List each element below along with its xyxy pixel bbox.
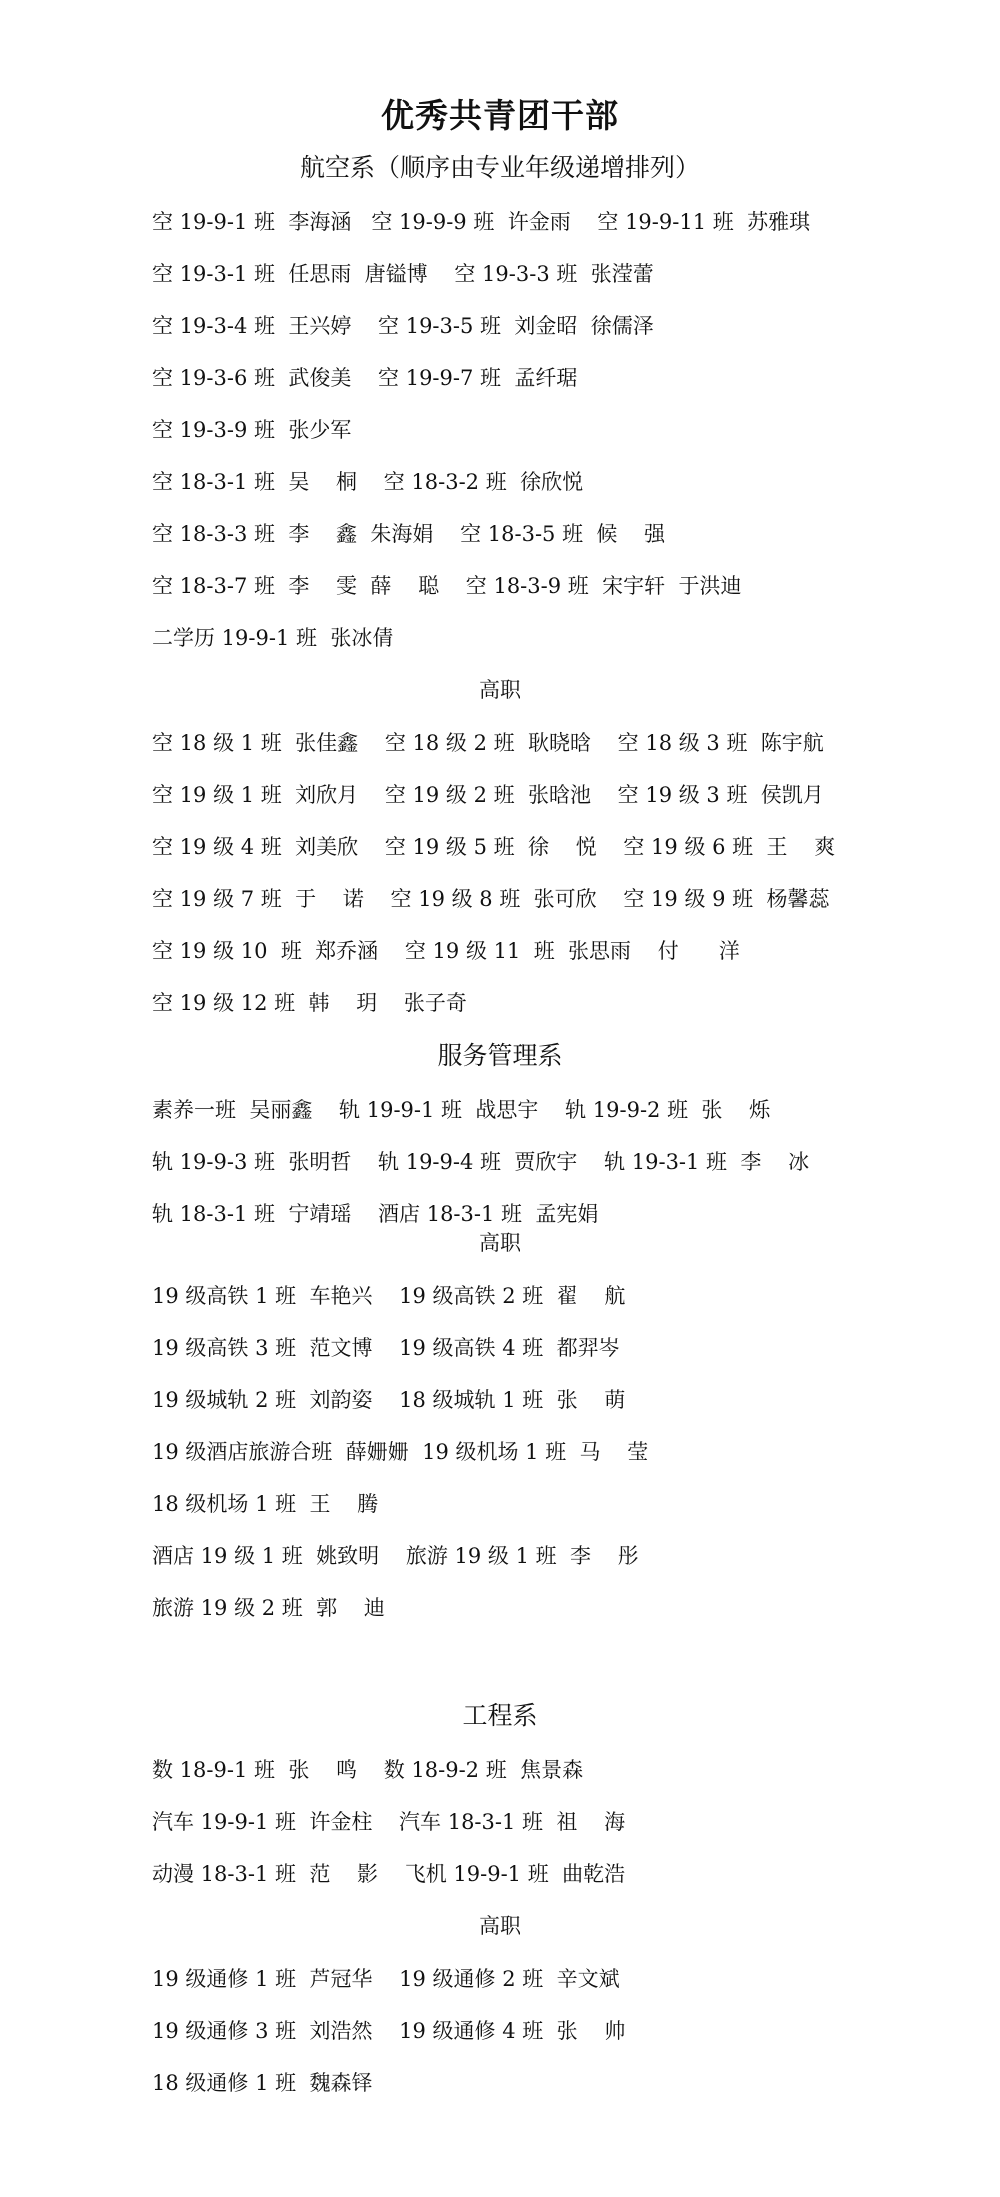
list-row: 二学历 19-9-1 班 张冰倩 [152,626,394,650]
page-title: 优秀共青团干部 [381,96,619,135]
list-row: 空 19-3-1 班 任思雨 唐镒博 空 19-3-3 班 张滢蕾 [152,262,654,286]
list-row: 空 18-3-3 班 李 鑫 朱海娟 空 18-3-5 班 候 强 [152,522,666,546]
list-row: 19 级高铁 1 班 车艳兴 19 级高铁 2 班 翟 航 [152,1284,626,1308]
list-row: 18 级通修 1 班 魏森铎 [152,2071,373,2095]
list-row: 动漫 18-3-1 班 范 影 飞机 19-9-1 班 曲乾浩 [152,1862,626,1886]
section-heading-engineering: 工程系 [462,1701,538,1730]
list-row: 空 19-3-6 班 武俊美 空 19-9-7 班 孟纤琚 [152,366,578,390]
section-heading-aviation: 航空系（顺序由专业年级递增排列） [299,153,700,182]
list-row: 素养一班 吴丽鑫 轨 19-9-1 班 战思宇 轨 19-9-2 班 张 烁 [152,1098,771,1122]
list-row: 19 级高铁 3 班 范文博 19 级高铁 4 班 都羿岑 [152,1336,620,1360]
list-row: 空 19-3-4 班 王兴婷 空 19-3-5 班 刘金昭 徐儒泽 [152,314,654,338]
list-row: 空 19 级 1 班 刘欣月 空 19 级 2 班 张晗池 空 19 级 3 班 侯凯月 [152,783,824,807]
list-row: 空 19 级 4 班 刘美欣 空 19 级 5 班 徐 悦 空 19 级 6 班 王 爽 [152,835,836,859]
list-row: 旅游 19 级 2 班 郭 迪 [152,1596,385,1620]
list-row: 空 18-3-7 班 李 雯 薛 聪 空 18-3-9 班 宋宇轩 于洪迪 [152,574,742,598]
list-row: 空 19-9-1 班 李海涵 空 19-9-9 班 许金雨 空 19-9-11 班 苏雅琪 [152,210,811,234]
list-row: 数 18-9-1 班 张 鸣 数 18-9-2 班 焦景森 [152,1758,584,1782]
list-row: 空 19-3-9 班 张少军 [152,418,352,442]
list-row: 汽车 19-9-1 班 许金柱 汽车 18-3-1 班 祖 海 [152,1810,626,1834]
list-row: 轨 19-9-3 班 张明哲 轨 19-9-4 班 贾欣宇 轨 19-3-1 班 李 冰 [152,1150,810,1174]
list-row: 空 19 级 12 班 韩 玥 张子奇 [152,991,467,1015]
subheading-vocational: 高职 [479,1231,521,1255]
list-row: 空 18-3-1 班 吴 桐 空 18-3-2 班 徐欣悦 [152,470,584,494]
list-row: 19 级通修 3 班 刘浩然 19 级通修 4 班 张 帅 [152,2019,626,2043]
list-row: 18 级机场 1 班 王 腾 [152,1492,379,1516]
list-row: 轨 18-3-1 班 宁靖瑶 酒店 18-3-1 班 孟宪娟 [152,1202,599,1226]
list-row: 空 19 级 10 班 郑乔涵 空 19 级 11 班 张思雨 付 洋 [152,939,740,963]
list-row: 空 18 级 1 班 张佳鑫 空 18 级 2 班 耿晓晗 空 18 级 3 班 陈宇航 [152,731,824,755]
section-heading-service: 服务管理系 [437,1041,563,1070]
list-row: 空 19 级 7 班 于 诺 空 19 级 8 班 张可欣 空 19 级 9 班 杨馨蕊 [152,887,830,911]
subheading-vocational: 高职 [479,678,521,702]
list-row: 19 级通修 1 班 芦冠华 19 级通修 2 班 辛文斌 [152,1967,620,1991]
subheading-vocational: 高职 [479,1914,521,1938]
list-row: 酒店 19 级 1 班 姚致明 旅游 19 级 1 班 李 彤 [152,1544,639,1568]
list-row: 19 级城轨 2 班 刘韵姿 18 级城轨 1 班 张 萌 [152,1388,626,1412]
list-row: 19 级酒店旅游合班 薛姗姗 19 级机场 1 班 马 莹 [152,1440,649,1464]
